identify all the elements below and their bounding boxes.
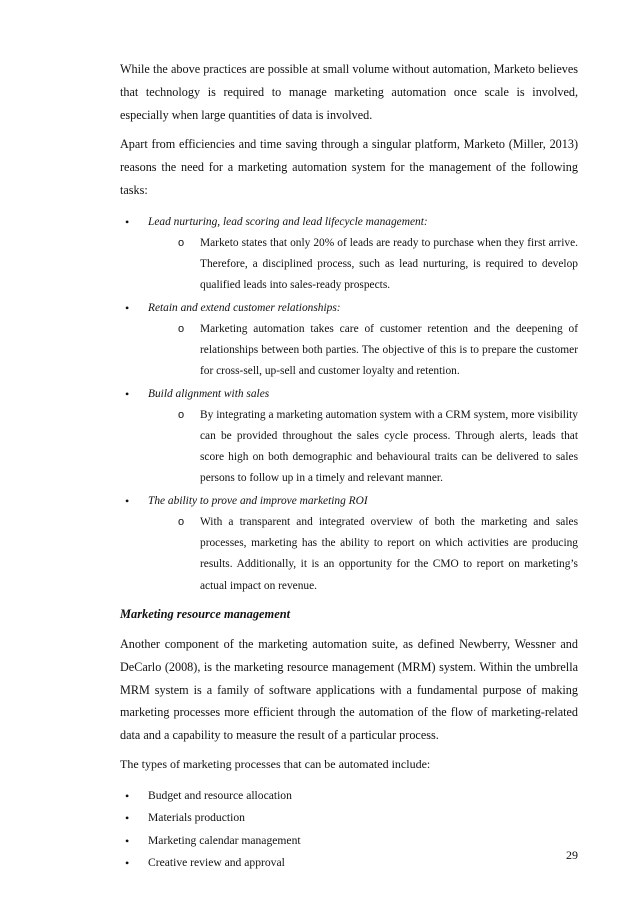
bullet-icon: • [125,386,130,401]
task-detail-list [148,319,578,383]
bullet-icon: • [125,493,130,508]
list-item [120,785,578,807]
section-heading: Marketing resource management [120,606,291,621]
bullet-icon: • [125,214,130,229]
bullet-icon: • [125,833,130,848]
bullet-icon: • [125,788,130,803]
intro-paragraph-2: Apart from efficiencies and time saving through a singular platform, Marketo (Miller, 2013) reasons the need for a marketing automation system for the management of the following tasks: [120,137,578,197]
task-detail: Marketing automation takes care of customer retention and the deepening of relationships between both parties. The objective of this is to prepare the customer for cross-sell, up-sell and customer loyalty and retention. [200,322,578,378]
bullet-icon: • [125,855,130,870]
list-item [120,807,578,829]
task-label: Build alignment with sales [148,387,270,400]
sub-bullet-icon: o [178,236,185,249]
task-label-suffix: : [336,301,341,314]
intro-paragraph-1: While the above practices are possible at small volume without automation, Marketo believes that technology is required to manage marketing automation once scale is involved, especially when large quantities of data is involved. [120,62,578,122]
page-number: 29 [566,848,578,862]
page-content [120,58,578,874]
task-detail: By integrating a marketing automation system with a CRM system, more visibility can be provided throughout the sales cycle process. Through alerts, leads that score high on both demographic and behavioural traits can be delivered to sales persons to follow up in a timely and relevant manner. [200,408,578,485]
task-detail-item [148,319,578,383]
list-item [120,852,578,874]
task-detail: Marketo states that only 20% of leads are ready to purchase when they first arrive. Therefore, a disciplined process, such as lead nurturing, is required to develop qualified leads into sales-ready prospects. [200,236,578,292]
tasks-list [120,211,578,597]
task-item [120,383,578,490]
task-detail-item [148,405,578,490]
mrm-paragraph: Another component of the marketing automation suite, as defined Newberry, Wessner and DeCarlo (2008), is the marketing resource management (MRM) system. Within the umbrella MRM system is a family of software applications with a fundamental purpose of making marketing processes more efficient through the automation of the flow of marketing-related data and a capability to measure the result of a particular process. [120,636,578,743]
sub-bullet-icon: o [178,322,185,335]
sub-bullet-icon: o [178,515,185,528]
list-item [120,830,578,852]
task-detail-item [148,233,578,297]
task-label: The ability to prove and improve marketing ROI [148,494,368,507]
task-detail: With a transparent and integrated overview of both the marketing and sales processes, marketing has the ability to report on which activities are producing results. Additionally, it is an opportunity for the CMO to report on marketing’s actual impact on revenue. [200,515,578,592]
task-detail-list [148,233,578,297]
task-label: Retain and extend customer relationships [148,301,337,314]
process-type: Marketing calendar management [148,833,301,847]
bullet-icon: • [125,300,130,315]
task-item [120,297,578,383]
process-type: Budget and resource allocation [148,788,292,802]
task-label-suffix: : [423,215,428,228]
sub-bullet-icon: o [178,408,185,421]
types-intro: The types of marketing processes that can be automated include: [120,756,431,771]
process-types-list [120,785,578,874]
task-detail-list [148,405,578,490]
process-type: Materials production [148,811,245,825]
process-type: Creative review and approval [148,855,285,869]
task-detail-item [148,512,578,597]
task-detail-list [148,512,578,597]
bullet-icon: • [125,811,130,826]
task-item [120,490,578,597]
task-label: Lead nurturing, lead scoring and lead lifecycle management [148,215,424,228]
task-item [120,211,578,297]
